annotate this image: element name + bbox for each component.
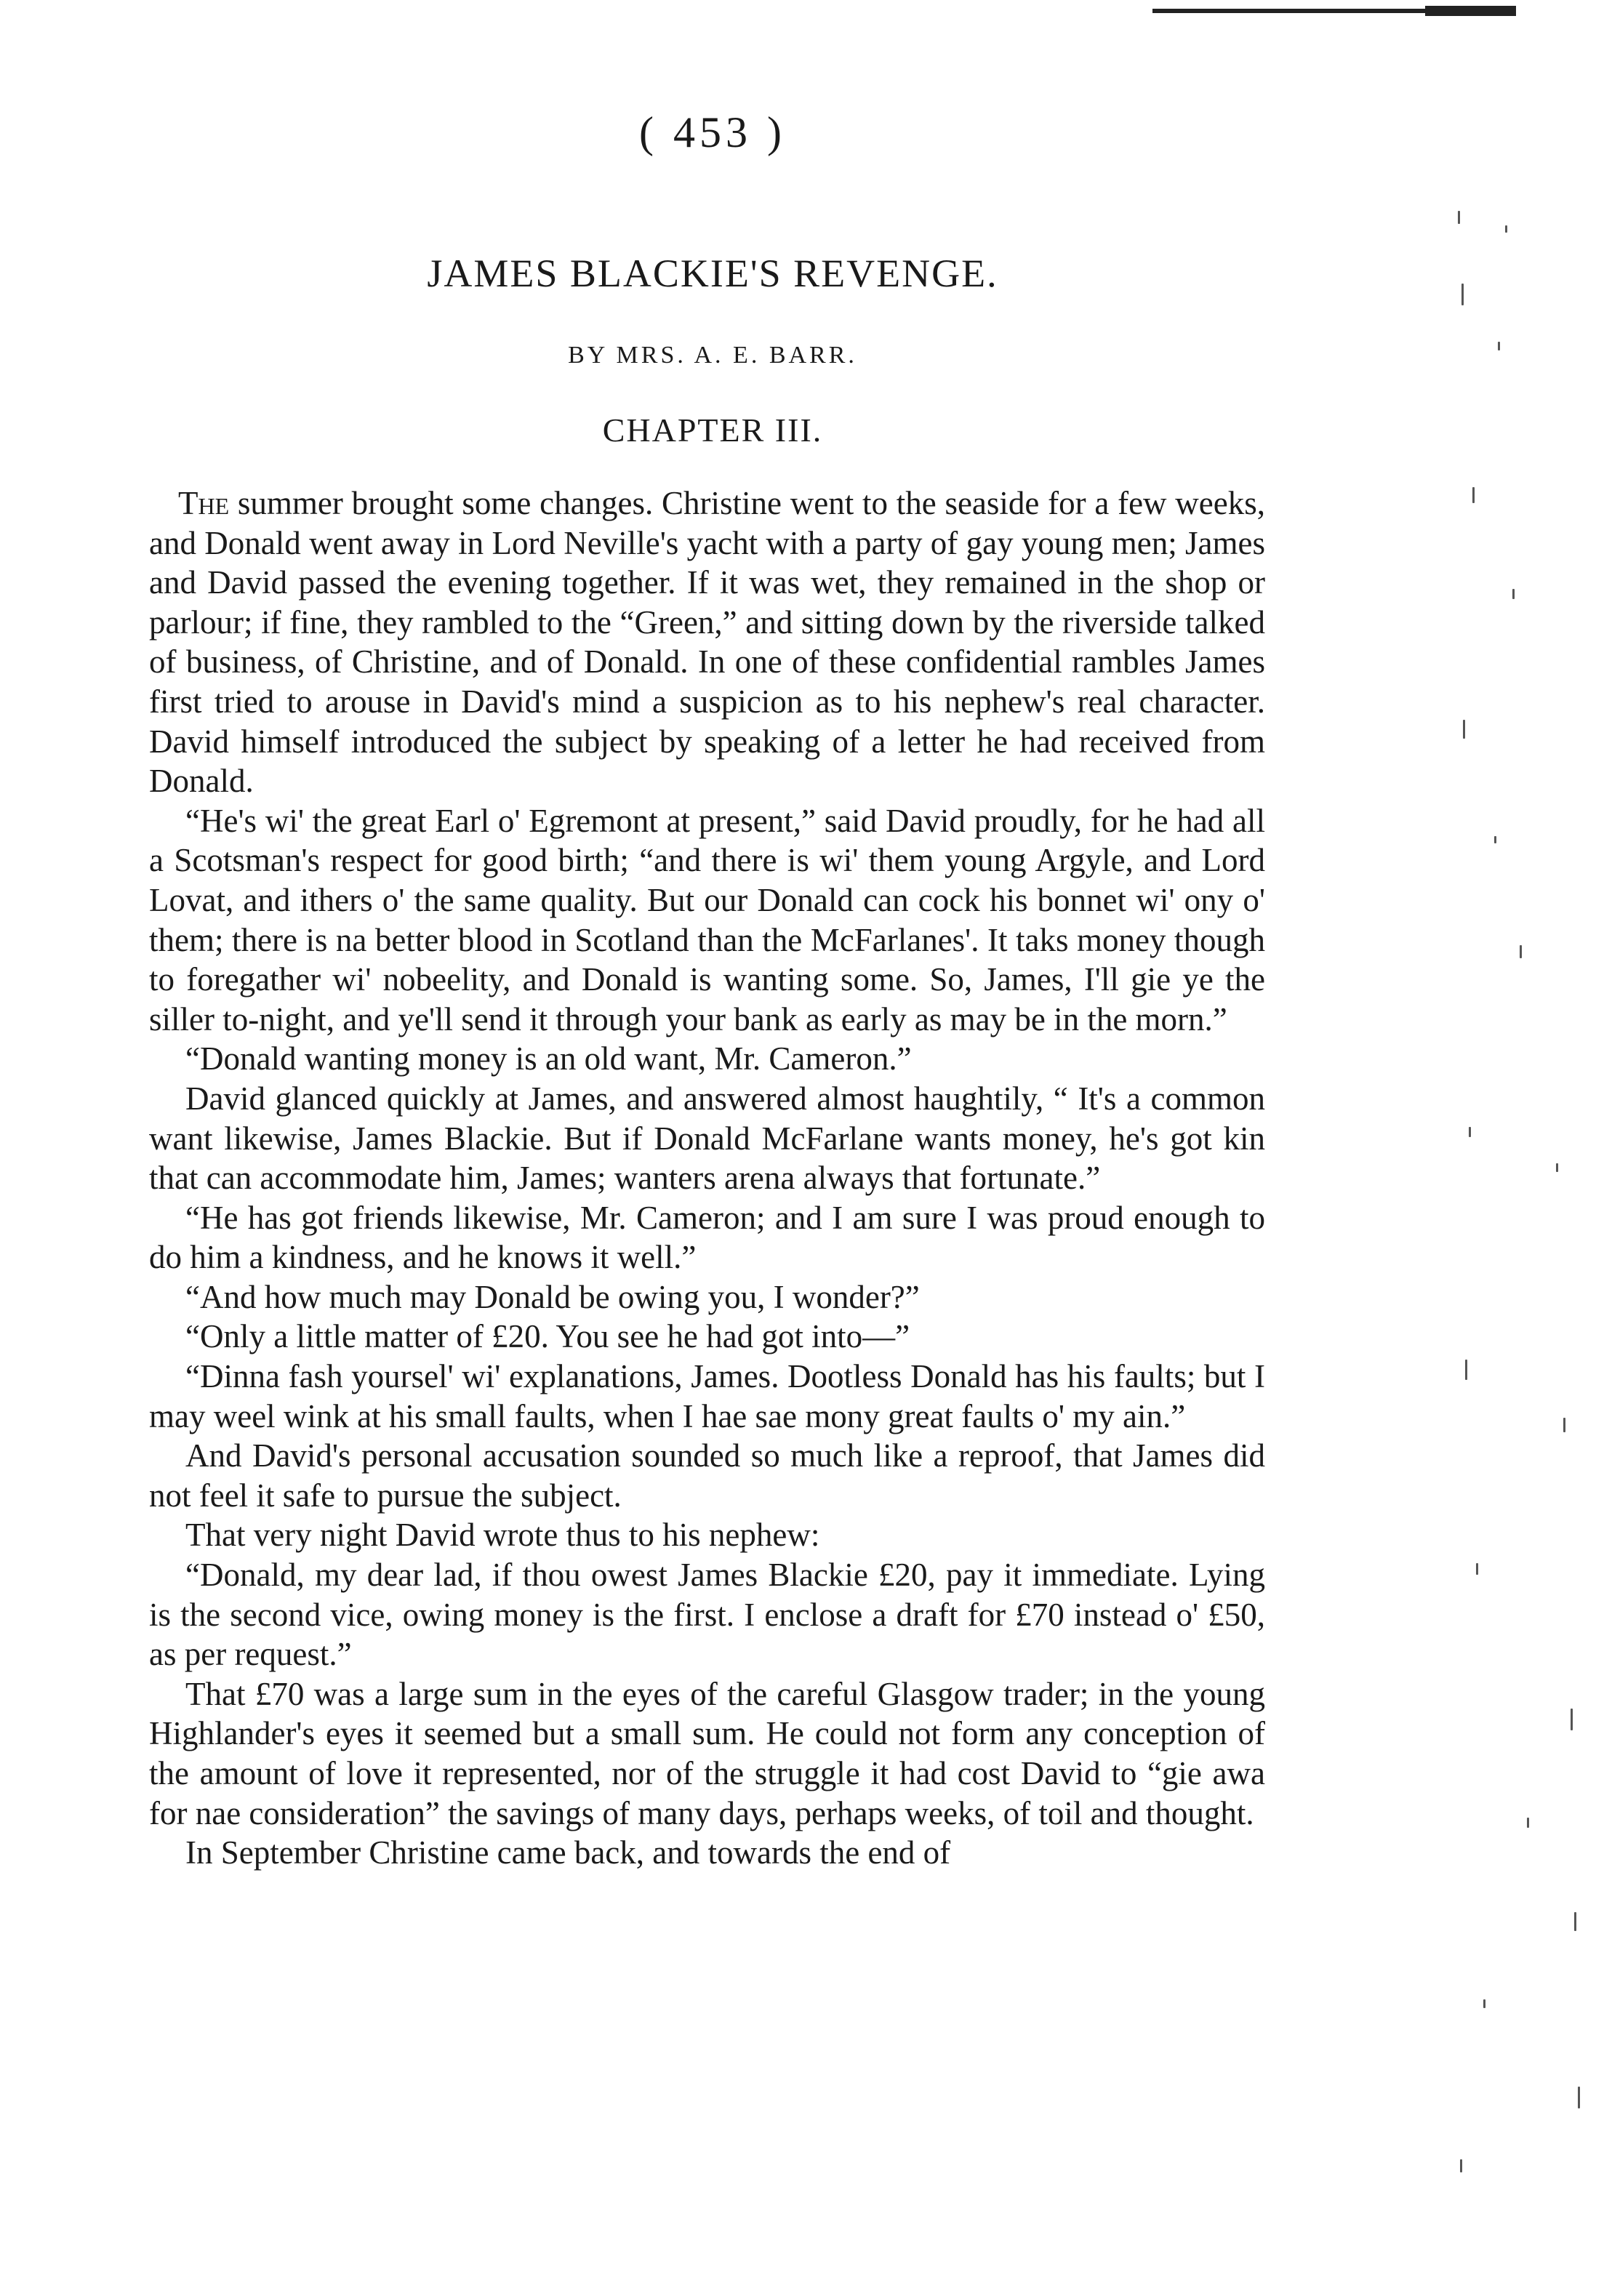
paragraph: “Dinna fash yoursel' wi' explanations, James. Dootless Donald has his faults; but I may weel wink at his small faults, when I hae sae mony great faults o' my ain.” xyxy=(149,1358,1265,1434)
scan-speck xyxy=(1476,1563,1478,1575)
scan-speck xyxy=(1571,1709,1573,1730)
paragraph: “And how much may Donald be owing you, I wonder?” xyxy=(185,1278,920,1315)
paragraph: “Donald wanting money is an old want, Mr. Cameron.” xyxy=(185,1040,912,1077)
paragraph xyxy=(149,483,1265,801)
paragraph: That £70 was a large sum in the eyes of the careful Glasgow trader; in the young Highlander's eyes it seemed but a small sum. He could not form any conception of the amount of love it represented, nor of the struggle it had cost David to “gie awa for nae consideration” the savings of many days, perhaps weeks, of toil and thought. xyxy=(149,1675,1265,1831)
scan-speck xyxy=(1556,1163,1558,1172)
scan-speck xyxy=(1505,225,1507,233)
scan-speck xyxy=(1469,1127,1471,1137)
scan-speck xyxy=(1512,589,1515,599)
article-title: JAMES BLACKIE'S REVENGE. xyxy=(427,252,998,295)
scan-speck xyxy=(1463,720,1465,739)
paragraph: “Donald, my dear lad, if thou owest James Blackie £20, pay it immediate. Lying is the second vice, owing money is the first. I enclose a draft for £70 instead o' £50, as per request.” xyxy=(149,1557,1265,1673)
paragraph: David glanced quickly at James, and answered almost haughtily, “ It's a common want likewise, James Blackie. But if Donald McFarlane wants money, he's got kin that can accommodate him, James; wanters arena always that fortunate.” xyxy=(149,1080,1265,1197)
paragraph: “He has got friends likewise, Mr. Cameron; and I am sure I was proud enough to do him a kindness, and he knows it well.” xyxy=(149,1199,1265,1276)
page-number: ( 453 ) xyxy=(639,108,786,156)
paragraph: In September Christine came back, and towards the end of xyxy=(185,1834,951,1871)
paragraph-lead-word: The xyxy=(178,485,230,521)
byline: BY MRS. A. E. BARR. xyxy=(568,342,857,369)
scan-speck xyxy=(1461,284,1464,305)
scan-speck xyxy=(1498,342,1500,350)
paragraph: “Only a little matter of £20. You see he had got into—” xyxy=(185,1318,910,1355)
scan-speck xyxy=(1494,836,1496,843)
scan-margin-noise xyxy=(1454,182,1585,2217)
paragraph-text: summer brought some changes. Christine went to the seaside for a few weeks, and Donald went away in Lord Neville's yacht with a party of gay young men; James and David passed the evening together. If it was wet, they remained in the shop or parlour; if fine, they rambled to the “Green,” and sitting down by the riverside talked of business, of Christine, and of Donald. In one of these confidential rambles James first tried to arouse in David's mind a suspicion as to his nephew's real character. David himself introduced the subject by speaking of a letter he had received from Donald. xyxy=(149,485,1265,800)
scan-speck xyxy=(1578,2087,1580,2108)
chapter-heading: CHAPTER III. xyxy=(602,412,823,449)
article-body xyxy=(149,483,1265,1873)
paragraph: “He's wi' the great Earl o' Egremont at present,” said David proudly, for he had all a Scotsman's respect for good birth; “and there is wi' them young Argyle, and Lord Lovat, and ithers o' the same quality. But our Donald can cock his bonnet wi' ony o' them; there is na better blood in Scotland than the McFarlanes'. It taks money though to foregather wi' nobeelity, and Donald is wanting some. So, James, I'll gie ye the siller to-night, and ye'll send it through your bank as early as may be in the morn.” xyxy=(149,802,1265,1037)
scan-speck xyxy=(1483,1999,1485,2008)
scan-speck xyxy=(1527,1818,1529,1828)
scan-speck xyxy=(1563,1418,1565,1432)
scan-speck xyxy=(1472,487,1475,503)
scan-speck xyxy=(1458,211,1460,224)
paragraph: That very night David wrote thus to his nephew: xyxy=(185,1517,820,1554)
scan-speck xyxy=(1460,2159,1462,2172)
scan-speck xyxy=(1520,945,1522,958)
paragraph: And David's personal accusation sounded so much like a reproof, that James did not feel it safe to pursue the subject. xyxy=(149,1437,1265,1514)
page-top-rule-edge xyxy=(1425,6,1516,16)
scan-speck xyxy=(1574,1912,1576,1931)
scan-speck xyxy=(1465,1360,1467,1380)
